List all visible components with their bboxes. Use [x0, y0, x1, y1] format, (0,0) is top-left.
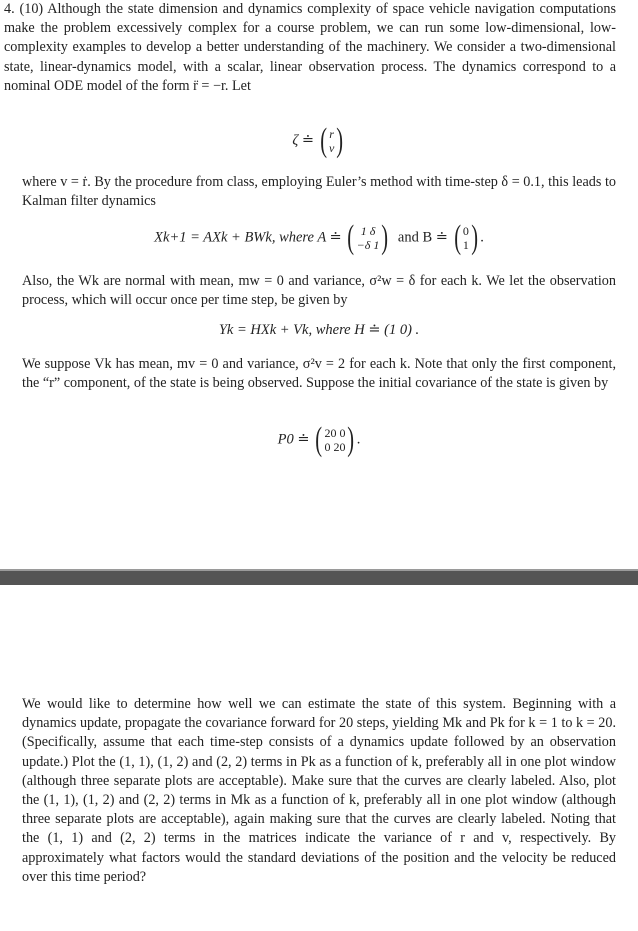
matrix-p0-row1: 20 0 [324, 426, 346, 440]
page-divider [0, 571, 638, 585]
task-paragraph: We would like to determine how well we can estimate the state of this system. Beginning with a dynamics update, propagate the covariance forward for 20 steps, yielding Mk and Pk for k = 1 to k = 20. (Specifically, assume that each time-step consists of a dynamics update followed by an observation update.) Plot the (1, 1), (1, 2) and (2, 2) terms in Pk as a function of k, preferably all in one plot window (although three separate plots are acceptable). Make sure that the curves are clearly labeled. Also, plot the (1, 1), (1, 2) and (2, 2) terms in Mk as a function of k, preferably all in one plot window (although three separate plots are acceptable), again making sure that the curves are clearly labeled. Noting that the (1, 1) and (2, 2) terms in the matrices indicate the variance of r and v, respectively. By approximately what factors would the standard deviations of the position and the velocity be reduced over this time period? [22, 696, 616, 885]
eq1-bottom: v [328, 141, 335, 155]
matrix-a-row2: −δ 1 [356, 238, 380, 252]
observation-noise-paragraph: We suppose Vk has mean, mv = 0 and variance, σ²v = 2 for each k. Note that only the first component, the “r” component, of the state is being observed. Suppose the initial covariance of the state is given by [22, 356, 616, 392]
equation-dynamics [0, 221, 638, 255]
eq4-lhs: P0 ≐ [277, 431, 310, 448]
eq1-top: r [329, 127, 334, 141]
matrix-p0-row2: 0 20 [324, 440, 346, 454]
eq2-lhs: Xk+1 = AXk + BWk, where A ≐ [154, 229, 342, 246]
left-paren-icon: ( [453, 219, 461, 256]
equation-zeta [0, 124, 638, 158]
right-paren-icon: ) [381, 219, 389, 256]
left-paren-icon: ( [319, 122, 327, 159]
left-paren-icon: ( [347, 219, 355, 256]
eq2-end: . [480, 229, 484, 246]
euler-paragraph: where v = ṙ. By the procedure from class, employing Euler’s method with time-step δ = 0.1, this leads to Kalman filter dynamics [22, 174, 616, 210]
matrix-a-row1: 1 δ [360, 224, 376, 238]
eq1-lhs: ζ ≐ [292, 132, 315, 149]
right-paren-icon: ) [471, 219, 478, 256]
matrix-b-row1: 0 [462, 224, 469, 238]
eq4-end: . [356, 431, 361, 448]
noise-paragraph: Also, the Wk are normal with mean, mw = 0 and variance, σ²w = δ for each k. We let the observation process, which will occur once per time step, be given by [22, 273, 616, 309]
eq3: Yk = HXk + Vk, where H ≐ (1 0) . [218, 322, 420, 338]
left-paren-icon: ( [315, 421, 323, 458]
equation-observation [0, 322, 638, 339]
eq2-and: and B ≐ [397, 229, 448, 246]
equation-initial-covariance [0, 423, 638, 457]
problem-intro-paragraph: 4. (10) Although the state dimension and dynamics complexity of space vehicle navigation computations make the problem excessively complex for a course problem, we can run some low-dimensional, low-complexity examples to develop a better understanding of the machinery. We consider a two-dimensional state, linear-dynamics model, with a scalar, linear observation process. The dynamics correspond to a nominal ODE model of the form r̈ = −r. Let [4, 1, 616, 94]
right-paren-icon: ) [347, 421, 355, 458]
right-paren-icon: ) [336, 122, 344, 159]
matrix-b-row2: 1 [462, 238, 469, 252]
